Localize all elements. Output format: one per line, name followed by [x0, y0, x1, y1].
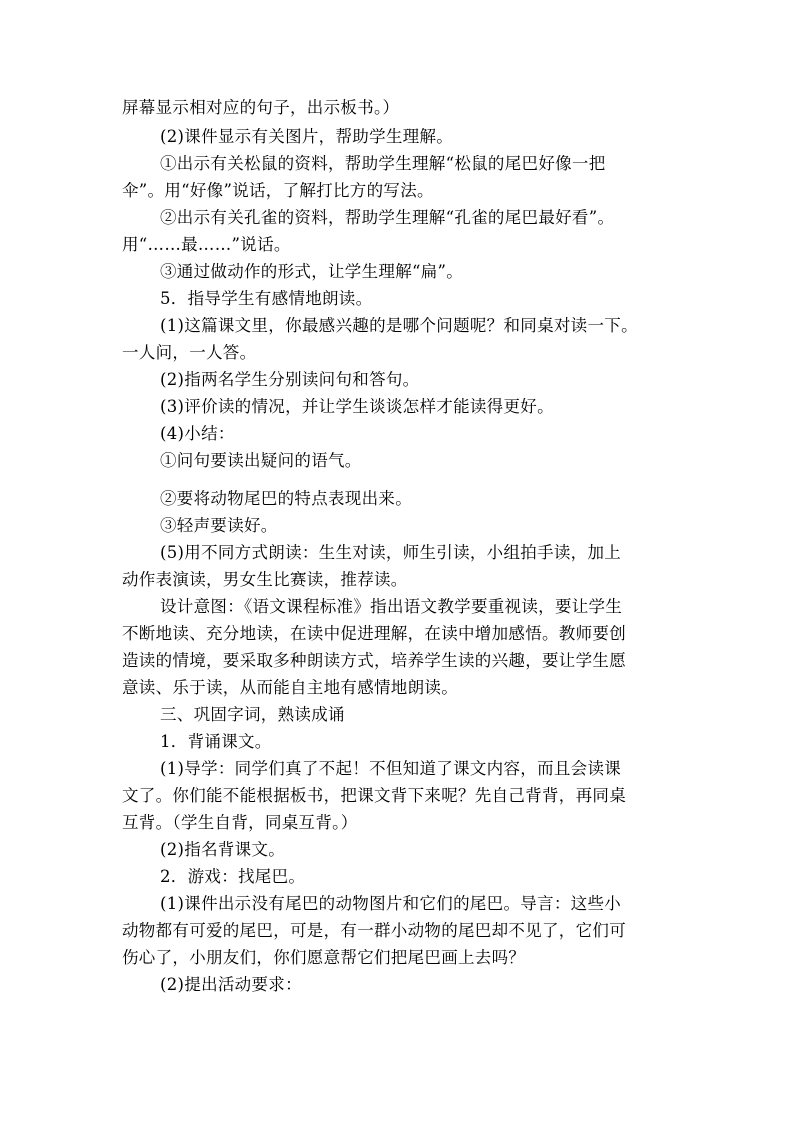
text-line: 5．指导学生有感情地朗读。: [160, 289, 373, 308]
text-line: (3)评价读的情况，并让学生谈谈怎样才能读得更好。: [160, 397, 554, 416]
text-line: 设计意图：《语文课程标准》指出语文教学要重视读，要让学生: [160, 597, 623, 616]
text-line: (1)课件出示没有尾巴的动物图片和它们的尾巴。导言：这些小: [160, 894, 622, 913]
text-line: 伞”。用“好像”说话，了解打比方的写法。: [122, 181, 434, 200]
text-line: 不断地读、充分地读，在读中促进理解，在读中增加感悟。教师要创: [122, 624, 626, 643]
text-line: 一人问，一人答。: [122, 343, 257, 362]
text-line: (2)指两名学生分别读问句和答句。: [160, 370, 420, 389]
text-line: 造读的情境，要采取多种朗读方式，培养学生读的兴趣，要让学生愿: [122, 651, 626, 670]
text-line: (5)用不同方式朗读：生生对读，师生引读，小组拍手读，加上: [160, 543, 622, 562]
text-line: 意读、乐于读，从而能自主地有感情地朗读。: [122, 678, 458, 697]
section-heading: 三、巩固字词，熟读成诵: [160, 705, 345, 724]
text-line: 用“……最……”说话。: [122, 235, 291, 254]
text-line: 动作表演读，男女生比赛读，推荐读。: [122, 570, 408, 589]
text-line: (1)导学：同学们真了不起！不但知道了课文内容，而且会读课: [160, 759, 622, 778]
text-line: 屏幕显示相对应的句子，出示板书。）: [122, 98, 400, 117]
text-line: ③轻声要读好。: [160, 516, 278, 535]
text-line: (2)课件显示有关图片，帮助学生理解。: [160, 127, 454, 146]
text-line: 文了。你们能不能根据板书，把课文背下来呢？先自己背背，再同桌: [122, 786, 626, 805]
text-line: (2)指名背课文。: [160, 840, 286, 859]
text-line: (4)小结：: [160, 424, 235, 443]
text-line: ②要将动物尾巴的特点表现出来。: [160, 489, 412, 508]
text-line: ③通过做动作的形式，让学生理解“扁”。: [160, 262, 464, 281]
text-line: 互背。（学生自背，同桌互背。）: [122, 813, 358, 832]
text-line: ①出示有关松鼠的资料，帮助学生理解“松鼠的尾巴好像一把: [160, 154, 606, 173]
text-line: 2．游戏：找尾巴。: [160, 867, 306, 886]
text-line: 伤心了，小朋友们，你们愿意帮它们把尾巴画上去吗？: [122, 948, 526, 967]
text-line: ①问句要读出疑问的语气。: [160, 451, 362, 470]
text-line: 1．背诵课文。: [160, 732, 272, 751]
text-line: ②出示有关孔雀的资料，帮助学生理解“孔雀的尾巴最好看”。: [160, 208, 615, 227]
text-line: 动物都有可爱的尾巴，可是，有一群小动物的尾巴却不见了，它们可: [122, 921, 626, 940]
text-line: (1)这篇课文里，你最感兴趣的是哪个问题呢？和同桌对读一下。: [160, 316, 638, 335]
text-line: (2)提出活动要求：: [160, 975, 302, 994]
